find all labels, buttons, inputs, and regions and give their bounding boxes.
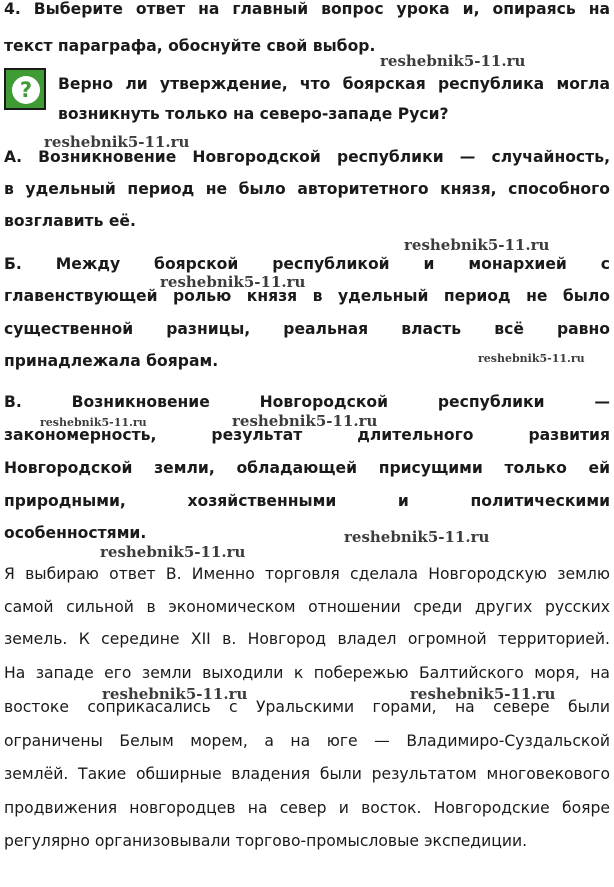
watermark: reshebnik5-11.ru [160,273,306,291]
watermark: reshebnik5-11.ru [344,528,490,546]
task-line-1: 4. Выберите ответ на главный вопрос урока и, опираясь на [4,0,610,18]
option-a-line-3: возглавить её. [4,212,136,230]
option-c-line-3: Новгородской земли, обладающей присущими только ей [4,459,610,477]
answer-line-9: регулярно организовывали торгово-промысловые экспедиции. [4,832,528,850]
watermark: reshebnik5-11.ru [404,236,550,254]
answer-line-6: ограничены Белым морем, а на юге — Владимиро-Суздальской [4,732,610,750]
option-c-line-4: природными, хозяйственными и политическими [4,492,610,510]
task-line-2: текст параграфа, обоснуйте свой выбор. [4,37,376,55]
watermark: reshebnik5-11.ru [100,543,246,561]
answer-line-8: продвижения новгородцев на север и восток. Новгородские бояре [4,799,610,817]
question-mark-icon: ? [12,76,40,104]
answer-line-3: земель. К середине XII в. Новгород владел огромной территорией. [4,630,610,648]
watermark: reshebnik5-11.ru [478,352,585,365]
answer-line-4: На западе его земли выходили к побережью Балтийского моря, на [4,664,610,682]
option-b-line-1: Б. Между боярской республикой и монархией с [4,255,610,273]
watermark: reshebnik5-11.ru [410,685,556,703]
question-icon [4,68,46,110]
option-c-line-1: В. Возникновение Новгородской республики — [4,393,610,411]
option-c-line-5: особенностями. [4,524,147,542]
answer-line-7: землёй. Такие обширные владения были результатом многовекового [4,765,610,783]
question-line-2: возникнуть только на северо-западе Руси? [58,105,449,123]
watermark: reshebnik5-11.ru [232,412,378,430]
option-b-line-4: принадлежала боярам. [4,352,219,370]
question-line-1: Верно ли утверждение, что боярская республика могла [58,75,610,93]
watermark: reshebnik5-11.ru [380,52,526,70]
watermark: reshebnik5-11.ru [40,416,147,429]
option-c-line-2: закономерность, результат длительного развития [4,426,610,444]
watermark: reshebnik5-11.ru [102,685,248,703]
answer-line-5: востоке соприкасались с Уральскими горами, на севере были [4,698,610,716]
answer-line-2: самой сильной в экономическом отношении среди других русских [4,598,610,616]
option-b-line-3: существенной разницы, реальная власть всё равно [4,320,610,338]
option-a-line-1: А. Возникновение Новгородской республики — случайность, [4,148,610,166]
option-b-line-2: главенствующей ролью князя в удельный период не было [4,287,610,305]
answer-line-1: Я выбираю ответ В. Именно торговля сделала Новгородскую землю [4,565,610,583]
option-a-line-2: в удельный период не было авторитетного князя, способного [4,180,610,198]
watermark: reshebnik5-11.ru [44,133,190,151]
